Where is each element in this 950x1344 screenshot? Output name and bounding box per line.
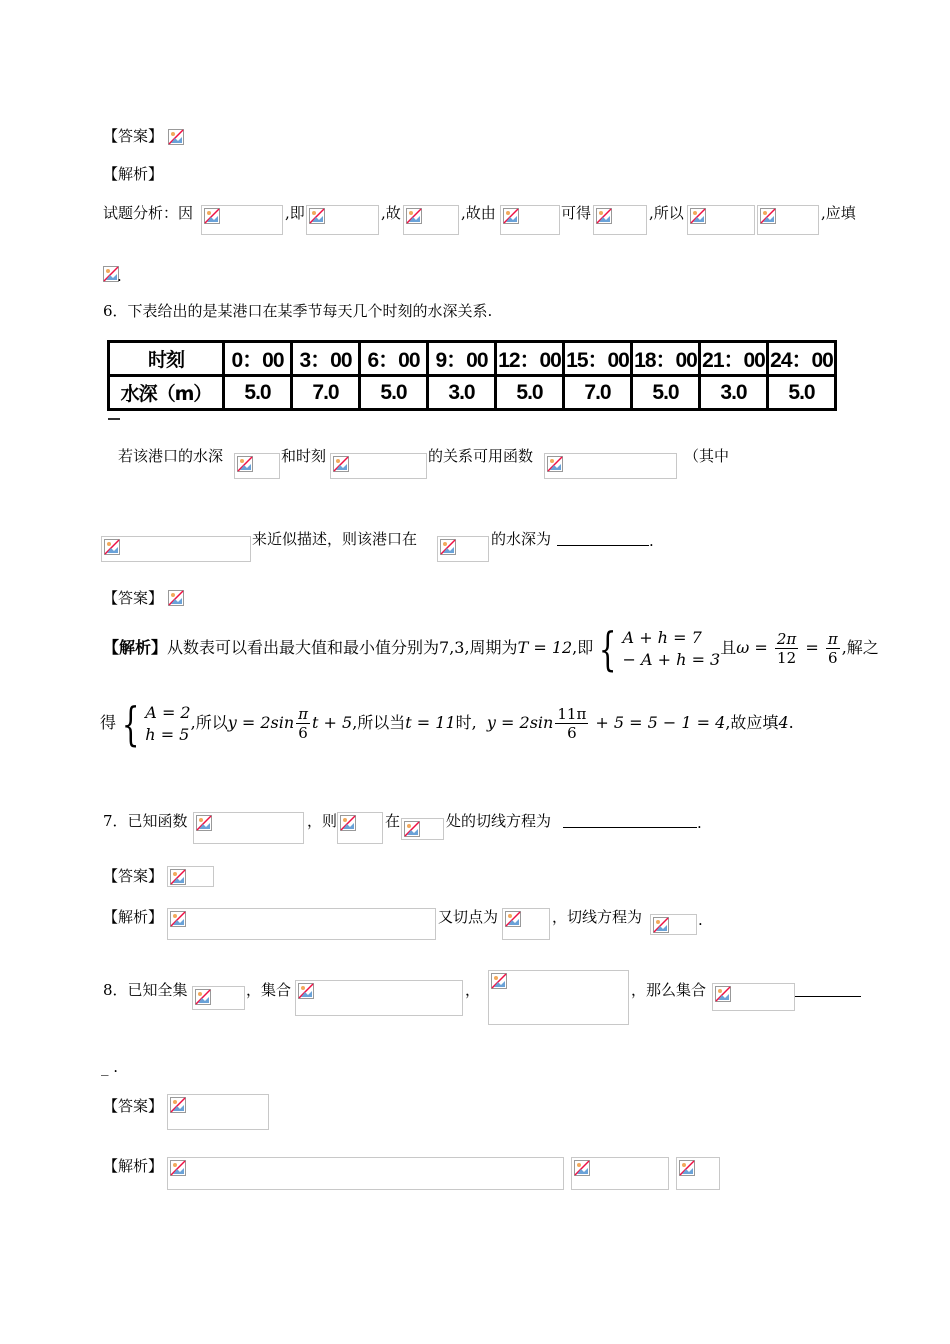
q6-text: 来近似描述，则该港口在 (252, 530, 418, 548)
broken-image-icon (547, 456, 563, 472)
formula-image (571, 1157, 669, 1190)
formula-image (401, 818, 444, 840)
q6-text: （其中 (684, 447, 730, 465)
fraction: $\frac{11\pi}{6}$ (557, 705, 587, 742)
q7-text: ，则 (307, 812, 338, 830)
q7-text: ，切线方程为 (552, 908, 643, 926)
fraction: $\frac{\pi}{6}$ (298, 705, 308, 742)
q7-text: 在 (385, 812, 401, 830)
q8-text: 8．已知全集 (103, 981, 188, 999)
tide-table (107, 340, 837, 411)
formula-image (192, 986, 245, 1010)
math-text: = 12 (528, 638, 573, 657)
q8-text: ， (465, 981, 481, 999)
broken-image-icon (491, 973, 507, 989)
analysis-label-q8: 【解析】 (103, 1157, 164, 1175)
math-var: ω (736, 638, 750, 657)
analysis-text: ,即 (572, 638, 594, 657)
math-text: t + 5 (312, 713, 353, 732)
q6-text: 和时刻 (281, 447, 327, 465)
broken-image-icon (196, 815, 212, 831)
analysis-label-q7: 【解析】 (103, 908, 164, 926)
broken-image-icon (170, 1160, 186, 1176)
q6-text: 若该港口的水深 (118, 447, 224, 465)
formula-image (201, 205, 283, 235)
answer-blank (795, 980, 861, 1002)
formula-image (500, 205, 560, 235)
formula-image (650, 914, 697, 935)
answer-image-q7 (167, 866, 214, 887)
formula-image (712, 983, 795, 1011)
formula-image (488, 970, 629, 1025)
analysis-text: ,所以当 (352, 713, 406, 732)
q5-analysis-intro: 试题分析：因 (103, 204, 194, 222)
q8-text: _ . (101, 1058, 119, 1076)
broken-image-icon (404, 821, 420, 837)
table-cell: 9：00 (428, 342, 496, 376)
answer-label-q8: 【答案】 (103, 1097, 164, 1115)
broken-image-icon (237, 456, 253, 472)
answer-label-q7: 【答案】 (103, 867, 164, 885)
broken-image-icon (168, 129, 184, 145)
math-text: = (800, 638, 824, 657)
broken-image-icon (596, 208, 612, 224)
q5-text: ,应填 (821, 204, 856, 222)
formula-image (295, 980, 463, 1016)
broken-image-icon (406, 208, 422, 224)
broken-image-icon (168, 590, 184, 606)
table-cell: 7.0 (292, 376, 360, 410)
formula-image (167, 908, 436, 940)
q5-text: ,即 (285, 204, 305, 222)
broken-image-icon (195, 989, 211, 1005)
broken-image-icon (204, 208, 220, 224)
q5-text: 可得 (561, 204, 592, 222)
table-cell: 7.0 (564, 376, 632, 410)
answer-image-q6 (166, 588, 186, 608)
formula-image (101, 536, 251, 562)
formula-image (337, 812, 383, 844)
formula-image (437, 536, 489, 562)
analysis-text: 得 (100, 713, 117, 732)
q7-text: . (698, 911, 703, 929)
q7-text: 又切点为 (438, 908, 499, 926)
brace-symbol: { (121, 696, 140, 751)
formula-image (502, 908, 550, 940)
equation-system: A = 2 h = 5 (145, 702, 191, 744)
table-cell: 3.0 (428, 376, 496, 410)
math-text: y = 2sin (227, 713, 295, 732)
q5-text: ,故由 (461, 204, 496, 222)
formula-image (676, 1157, 720, 1190)
q5-text: . (117, 267, 122, 285)
q6-analysis-line2 (100, 697, 794, 749)
answer-blank: . (557, 529, 654, 551)
equation-system: A + h = 7 − A + h = 3 (622, 627, 721, 669)
formula-image (403, 205, 459, 235)
math-text: = (749, 638, 773, 657)
analysis-text: 时, (455, 713, 477, 732)
fraction: $\frac{\pi}{6}$ (827, 630, 838, 667)
brace-symbol: { (599, 621, 617, 676)
analysis-text: ,所以 (190, 713, 228, 732)
q8-text: ，那么集合 (631, 981, 707, 999)
broken-image-icon (679, 1160, 695, 1176)
table-header-time: 时刻 (109, 342, 224, 376)
analysis-label-q6: 【解析】 (103, 638, 168, 657)
formula-image (234, 453, 280, 479)
broken-image-icon (574, 1160, 590, 1176)
q6-analysis-line1 (103, 622, 879, 674)
broken-image-icon (104, 539, 120, 555)
q7-text: 7．已知函数 (103, 812, 188, 830)
table-cell: 5.0 (224, 376, 292, 410)
table-cell: 5.0 (360, 376, 428, 410)
broken-image-icon (170, 911, 186, 927)
table-row (109, 342, 836, 376)
broken-image-icon (653, 917, 669, 933)
broken-image-icon (760, 208, 776, 224)
math-text: y = 2sin (486, 713, 554, 732)
table-cell: 3：00 (292, 342, 360, 376)
math-text: + 5 = 5 − 1 = 4 (590, 713, 726, 732)
math-text: t = 11 (405, 713, 456, 732)
broken-image-icon (505, 911, 521, 927)
analysis-text: ,故应填 (725, 713, 779, 732)
math-var: T (517, 638, 529, 657)
answer-label-q6: 【答案】 (103, 589, 164, 607)
formula-image (544, 453, 677, 479)
fraction: $\frac{2\pi}{12}$ (776, 630, 797, 667)
table-cell: 18：00 (632, 342, 700, 376)
broken-image-icon (690, 208, 706, 224)
q7-text: 处的切线方程为 (446, 812, 552, 830)
q8-text: ，集合 (246, 981, 292, 999)
answer-label-q5: 【答案】 (103, 127, 164, 145)
analysis-label-q5: 【解析】 (103, 165, 164, 183)
table-cell: 5.0 (768, 376, 836, 410)
broken-image-icon (170, 1097, 186, 1113)
analysis-text: . (788, 713, 794, 732)
broken-image-icon (340, 815, 356, 831)
answer-image-q5 (166, 127, 186, 147)
analysis-text: 从数表可以看出最大值和最小值分别为7,3,周期为 (167, 638, 518, 657)
formula-image (167, 1157, 564, 1190)
formula-image (757, 205, 819, 235)
table-cell: 6：00 (360, 342, 428, 376)
broken-image-icon (503, 208, 519, 224)
formula-image (687, 205, 755, 235)
table-cell: 24：00 (768, 342, 836, 376)
table-header-depth: 水深（m） (109, 376, 224, 410)
math-text: 4 (778, 713, 789, 732)
broken-image-icon (715, 986, 731, 1002)
q5-text: ,故 (381, 204, 401, 222)
q6-text: 的水深为 (491, 530, 552, 548)
formula-image (330, 453, 427, 479)
table-cell: 21：00 (700, 342, 768, 376)
answer-image-q8 (167, 1094, 269, 1130)
table-cell: 3.0 (700, 376, 768, 410)
analysis-text: 且 (720, 638, 737, 657)
q6-text: 的关系可用函数 (428, 447, 534, 465)
table-cell: 5.0 (632, 376, 700, 410)
table-cell: 12：00 (496, 342, 564, 376)
q5-text: ,所以 (649, 204, 684, 222)
table-row (109, 376, 836, 410)
formula-image (193, 812, 304, 844)
formula-image (593, 205, 647, 235)
broken-image-icon (440, 539, 456, 555)
analysis-text: ,解之 (841, 638, 879, 657)
table-cell: 15：00 (564, 342, 632, 376)
answer-blank: . (563, 811, 702, 833)
table-cell: 5.0 (496, 376, 564, 410)
q6-question: 6．下表给出的是某港口在某季节每天几个时刻的水深关系. (103, 302, 493, 320)
broken-image-icon (309, 208, 325, 224)
formula-image (306, 205, 379, 235)
broken-image-icon (298, 983, 314, 999)
broken-image-icon (333, 456, 349, 472)
table-cell: 0：00 (224, 342, 292, 376)
scan-artifact (108, 418, 120, 426)
broken-image-icon (170, 869, 186, 885)
